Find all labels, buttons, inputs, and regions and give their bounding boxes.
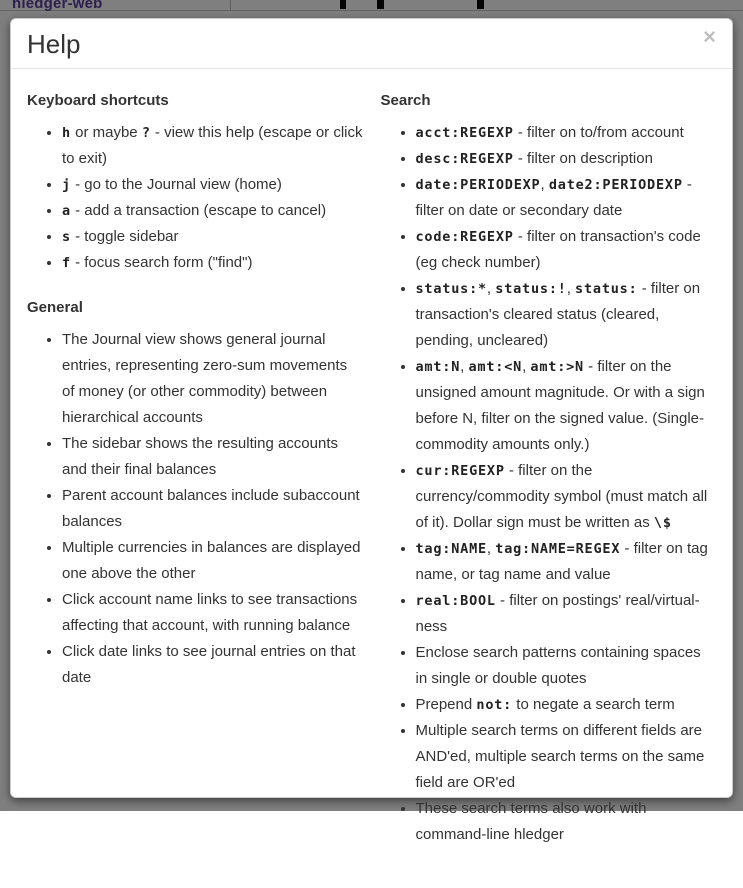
help-item <box>62 198 363 224</box>
text-segment: Parent account balances include subaccount balances <box>62 487 360 530</box>
help-modal <box>10 18 733 843</box>
help-item <box>62 483 363 535</box>
code-term: tag:NAME <box>415 541 487 557</box>
code-term: date:PERIODEXP <box>415 177 541 193</box>
text-segment: - toggle sidebar <box>70 228 179 245</box>
text-segment: - filter on date or secondary date <box>415 176 692 219</box>
help-item <box>62 120 363 172</box>
text-segment: - add a transaction (escape to cancel) <box>70 202 327 219</box>
text-segment: Prepend <box>415 696 477 713</box>
text-segment: The Journal view shows general journal entries, representing zero-sum movements of money (or other commodity) between hierarchical accounts <box>62 331 348 426</box>
close-button[interactable] <box>703 24 716 49</box>
text-segment: - filter on the unsigned amount magnitude. Or with a sign before N, filter on the signed value. (Single-commodity amounts only.) <box>415 358 705 453</box>
help-item <box>62 224 363 250</box>
help-list <box>381 120 717 848</box>
code-term: status: <box>575 281 638 297</box>
text-segment: - focus search form ("find") <box>70 254 253 271</box>
code-term: tag:NAME=REGEX <box>495 541 621 557</box>
text-segment: - filter on transaction's cleared status (cleared, pending, uncleared) <box>415 280 701 349</box>
help-item <box>62 327 363 431</box>
help-item <box>416 692 717 718</box>
text-segment: , <box>540 176 549 193</box>
help-item <box>416 718 717 796</box>
text-segment: Multiple currencies in balances are displayed one above the other <box>62 539 361 582</box>
help-item <box>62 250 363 276</box>
help-item <box>62 535 363 587</box>
help-item <box>416 458 717 536</box>
code-term: status:* <box>415 281 487 297</box>
help-item <box>62 172 363 198</box>
code-term: cur:REGEXP <box>415 463 505 479</box>
text-segment: , <box>460 358 469 375</box>
code-term: \$ <box>653 515 672 531</box>
code-term: amt:N <box>415 359 461 375</box>
help-item <box>416 120 717 146</box>
code-term: acct:REGEXP <box>415 125 514 141</box>
text-segment: Multiple search terms on different fields are AND'ed, multiple search terms on the same field are OR'ed <box>415 722 705 791</box>
help-column-right <box>372 85 717 858</box>
code-term: h <box>62 125 71 141</box>
code-term: code:REGEXP <box>415 229 514 245</box>
help-item <box>62 431 363 483</box>
text-segment: These search terms also work with command-line hledger <box>415 800 647 843</box>
help-item <box>416 536 717 588</box>
text-segment: - filter on to/from account <box>513 124 684 141</box>
text-segment: - filter on description <box>513 150 653 167</box>
help-list <box>27 120 363 276</box>
code-term: ? <box>141 125 151 141</box>
text-segment: - go to the Journal view (home) <box>70 176 282 193</box>
text-segment: - filter on transaction's code (eg check number) <box>415 228 701 271</box>
help-item <box>416 640 717 692</box>
code-term: j <box>62 177 71 193</box>
code-term: amt:>N <box>530 359 584 375</box>
section-heading: Keyboard shortcuts <box>27 92 169 109</box>
text-segment: Enclose search patterns containing spaces in single or double quotes <box>415 644 701 687</box>
section-heading: General <box>27 299 83 316</box>
text-segment: Click date links to see journal entries on that date <box>62 643 356 686</box>
help-item <box>416 276 717 354</box>
text-segment: - filter on the currency/commodity symbol (must match all of it). Dollar sign must be written as <box>415 462 708 531</box>
section-heading: Search <box>380 92 431 109</box>
text-segment: - view this help (escape or click to exit) <box>62 124 363 167</box>
help-item <box>416 796 717 848</box>
help-list <box>27 327 363 691</box>
help-item <box>416 588 717 640</box>
text-segment: , <box>566 280 576 297</box>
code-term: not: <box>476 697 513 713</box>
text-segment: , <box>522 358 531 375</box>
code-term: date2:PERIODEXP <box>548 177 683 193</box>
text-segment: or maybe <box>70 124 142 141</box>
text-segment: to negate a search term <box>512 696 675 713</box>
code-term: f <box>62 255 71 271</box>
help-item <box>416 354 717 458</box>
text-segment: , <box>486 540 496 557</box>
close-icon: × <box>703 24 716 49</box>
help-item <box>416 146 717 172</box>
help-column-left <box>27 85 372 858</box>
text-segment: - filter on tag name, or tag name and value <box>415 540 708 583</box>
text-segment: , <box>486 280 496 297</box>
code-term: status:! <box>495 281 567 297</box>
code-term: amt:<N <box>468 359 523 375</box>
help-item <box>62 639 363 691</box>
code-term: s <box>62 229 71 245</box>
help-item <box>62 587 363 639</box>
text-segment: Click account name links to see transactions affecting that account, with running balance <box>62 591 358 634</box>
text-segment: The sidebar shows the resulting accounts and their final balances <box>62 435 338 478</box>
code-term: real:BOOL <box>415 593 496 609</box>
code-term: a <box>62 203 71 219</box>
code-term: desc:REGEXP <box>415 151 514 167</box>
modal-header <box>11 19 732 69</box>
help-item <box>416 224 717 276</box>
text-segment: - filter on postings' real/virtual-ness <box>415 592 700 635</box>
modal-title: Help <box>27 29 81 59</box>
modal-body <box>11 69 732 888</box>
help-item <box>416 172 717 224</box>
